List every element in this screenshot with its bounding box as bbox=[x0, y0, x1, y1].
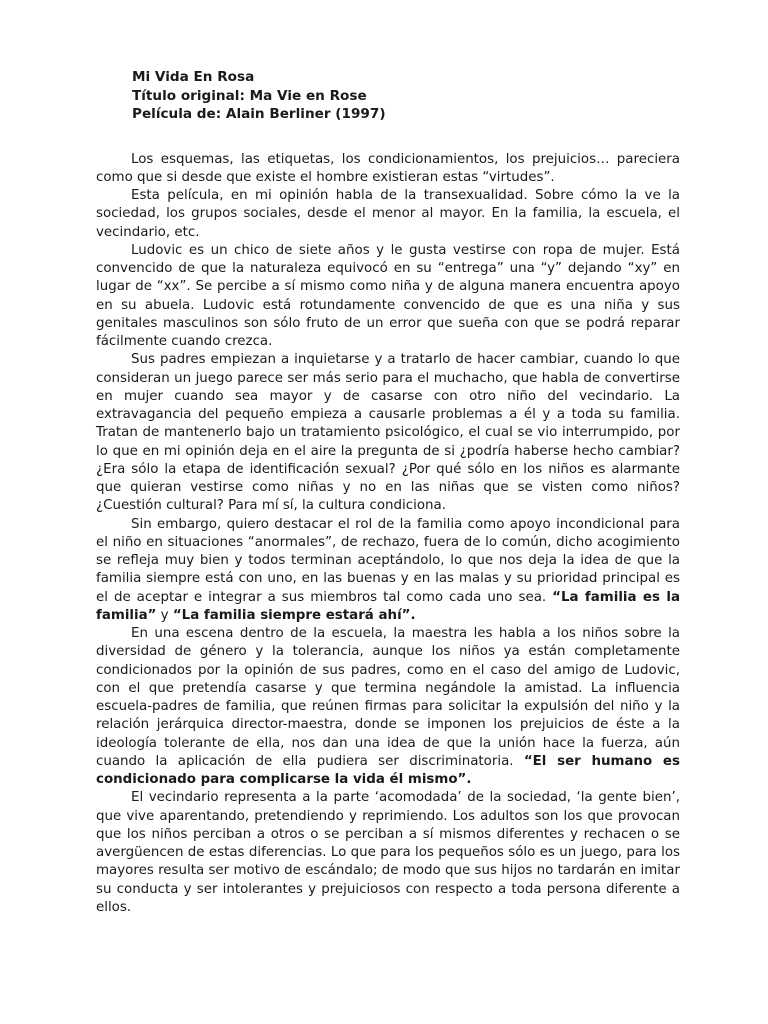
original-title: Título original: Ma Vie en Rose bbox=[132, 87, 367, 104]
paragraph-text: Esta película, en mi opinión habla de la transexualidad. Sobre cómo la ve la sociedad, los grupos sociales, desde el menor al mayor. En la familia, la escuela, el vecindario, etc. bbox=[96, 188, 680, 240]
paragraph-text: Ludovic es un chico de siete años y le gusta vestirse con ropa de mujer. Está convencido de que la naturaleza equivocó en su “entrega” una “y” dejando “xy” en lugar de “xx”. Se percibe a sí mismo como niña y de alguna manera encuentra apoyo en su abuela. Ludovic está rotundamente convencido de que es una niña y sus genitales masculinos son sólo fruto de un error que sueña con que se podrá reparar fácilmente cuando crezca. bbox=[96, 242, 680, 349]
film-credit: Película de: Alain Berliner (1997) bbox=[132, 106, 386, 122]
paragraph-6 bbox=[96, 625, 680, 789]
document-header bbox=[132, 68, 680, 124]
paragraph-3 bbox=[96, 242, 680, 352]
bold-quote: “El ser humano es condicionado para complicarse la vida él mismo”. bbox=[96, 753, 680, 787]
paragraph-text: Sin embargo, quiero destacar el rol de la familia como apoyo incondicional para el niño en situaciones “anormales”, de rechazo, fuera de lo común, dicho acogimiento se refleja muy bien y todos terminan aceptándolo, lo que nos deja la idea de que la familia siempre está con uno, en las buenas y en las malas y su prioridad principal es el de aceptar e integrar a sus miembros tal como cada uno sea. bbox=[96, 516, 680, 605]
paragraph-text: En una escena dentro de la escuela, la maestra les habla a los niños sobre la diversidad de género y la tolerancia, aunque los niños ya están completamente condicionados por la opinión de sus padres, como en el caso del amigo de Ludovic, con el que pretendía casarse y que termina negándole la amistad. La influencia escuela-padres de familia, que reúnen firmas para solicitar la expulsión del niño y la relación jerárquica director-maestra, donde se imponen los prejuicios de éste a la ideología tolerante de ella, nos dan una idea de que la unión hace la fuerza, aún cuando la aplicación de ella pudiera ser discriminatoria. bbox=[96, 626, 680, 769]
document-title: Mi Vida En Rosa bbox=[132, 69, 255, 85]
paragraph-1 bbox=[96, 151, 680, 188]
document-page bbox=[96, 68, 680, 917]
paragraph-7 bbox=[96, 789, 680, 917]
bold-quote: “La familia siempre estará ahí”. bbox=[172, 607, 416, 623]
paragraph-text: Sus padres empiezan a inquietarse y a tratarlo de hacer cambiar, cuando lo que consideran un juego parece ser más serio para el muchacho, que habla de convertirse en mujer cuando sea mayor y de casarse con otro niño del vecindario. La extravagancia del pequeño empieza a causarle problemas a él y a toda su familia. Tratan de mantenerlo bajo un tratamiento psicológico, el cual se vio interrumpido, por lo que en mi opinión deja en el aire la pregunta de si ¿podría haberse hecho cambiar? ¿Era sólo la etapa de identificación sexual? ¿Por qué sólo en los niños es alarmante que quieran vestirse como niñas y no en las niñas que se visten como niños? ¿Cuestión cultural? Para mí sí, la cultura condiciona. bbox=[96, 352, 680, 514]
paragraph-5 bbox=[96, 516, 680, 626]
bold-quote: “La familia es la familia” bbox=[96, 589, 681, 623]
paragraph-4 bbox=[96, 351, 680, 515]
document-body bbox=[96, 151, 680, 918]
paragraph-text: Los esquemas, las etiquetas, los condicionamientos, los prejuicios… pareciera como que si desde que existe el hombre existieran estas “virtudes”. bbox=[96, 151, 680, 185]
paragraph-text: y bbox=[156, 607, 173, 623]
paragraph-text: El vecindario representa a la parte ‘acomodada’ de la sociedad, ‘la gente bien’, que vive aparentando, pretendiendo y reprimiendo. Los adultos son los que provocan que los niños perciban a otros o se perciban a sí mismos diferentes y rechacen o se avergüencen de estas diferencias. Lo que para los pequeños sólo es un juego, para los mayores resulta ser motivo de escándalo; de modo que sus hijos no tardarán en imitar su conducta y ser intolerantes y prejuiciosos con respecto a toda persona diferente a ellos. bbox=[96, 790, 680, 915]
paragraph-2 bbox=[96, 187, 680, 242]
